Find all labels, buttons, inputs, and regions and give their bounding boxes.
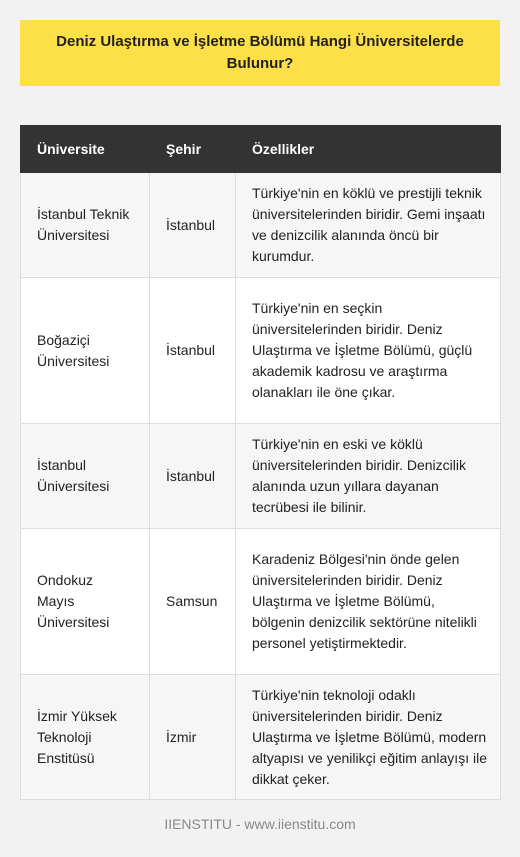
cell-university: İstanbul Teknik Üniversitesi [21, 173, 150, 278]
university-table [20, 125, 501, 800]
cell-features: Karadeniz Bölgesi'nin önde gelen üniversitelerinden biridir. Deniz Ulaştırma ve İşletme Bölümü, bölgenin denizcilik sektörüne nitelikli personel yetiştirmektedir. [236, 529, 501, 675]
cell-city: İstanbul [150, 424, 236, 529]
header-university: Üniversite [21, 126, 150, 173]
cell-city: İzmir [150, 675, 236, 800]
table-row [21, 278, 501, 424]
footer-credit: IIENSTITU - www.iienstitu.com [164, 816, 356, 832]
cell-university: Ondokuz Mayıs Üniversitesi [21, 529, 150, 675]
cell-city: İstanbul [150, 173, 236, 278]
title-banner [20, 20, 500, 86]
table-row [21, 675, 501, 800]
header-features: Özellikler [236, 126, 501, 173]
cell-features: Türkiye'nin en seçkin üniversitelerinden biridir. Deniz Ulaştırma ve İşletme Bölümü, güçlü akademik kadrosu ve araştırma olanakları ile öne çıkar. [236, 278, 501, 424]
cell-features: Türkiye'nin teknoloji odaklı üniversitelerinden biridir. Deniz Ulaştırma ve İşletme Bölümü, modern altyapısı ve yenilikçi eğitim anlayışı ile dikkat çeker. [236, 675, 501, 800]
cell-city: İstanbul [150, 278, 236, 424]
cell-university: İstanbul Üniversitesi [21, 424, 150, 529]
cell-university: Boğaziçi Üniversitesi [21, 278, 150, 424]
page-title: Deniz Ulaştırma ve İşletme Bölümü Hangi Üniversitelerde Bulunur? [56, 33, 464, 72]
header-city: Şehir [150, 126, 236, 173]
table-row [21, 173, 501, 278]
table-header-row [21, 126, 501, 173]
table-row [21, 424, 501, 529]
cell-university: İzmir Yüksek Teknoloji Enstitüsü [21, 675, 150, 800]
cell-features: Türkiye'nin en köklü ve prestijli teknik üniversitelerinden biridir. Gemi inşaatı ve denizcilik alanında öncü bir kurumdur. [236, 173, 501, 278]
table-row [21, 529, 501, 675]
cell-features: Türkiye'nin en eski ve köklü üniversitelerinden biridir. Denizcilik alanında uzun yıllara dayanan tecrübesi ile bilinir. [236, 424, 501, 529]
cell-city: Samsun [150, 529, 236, 675]
